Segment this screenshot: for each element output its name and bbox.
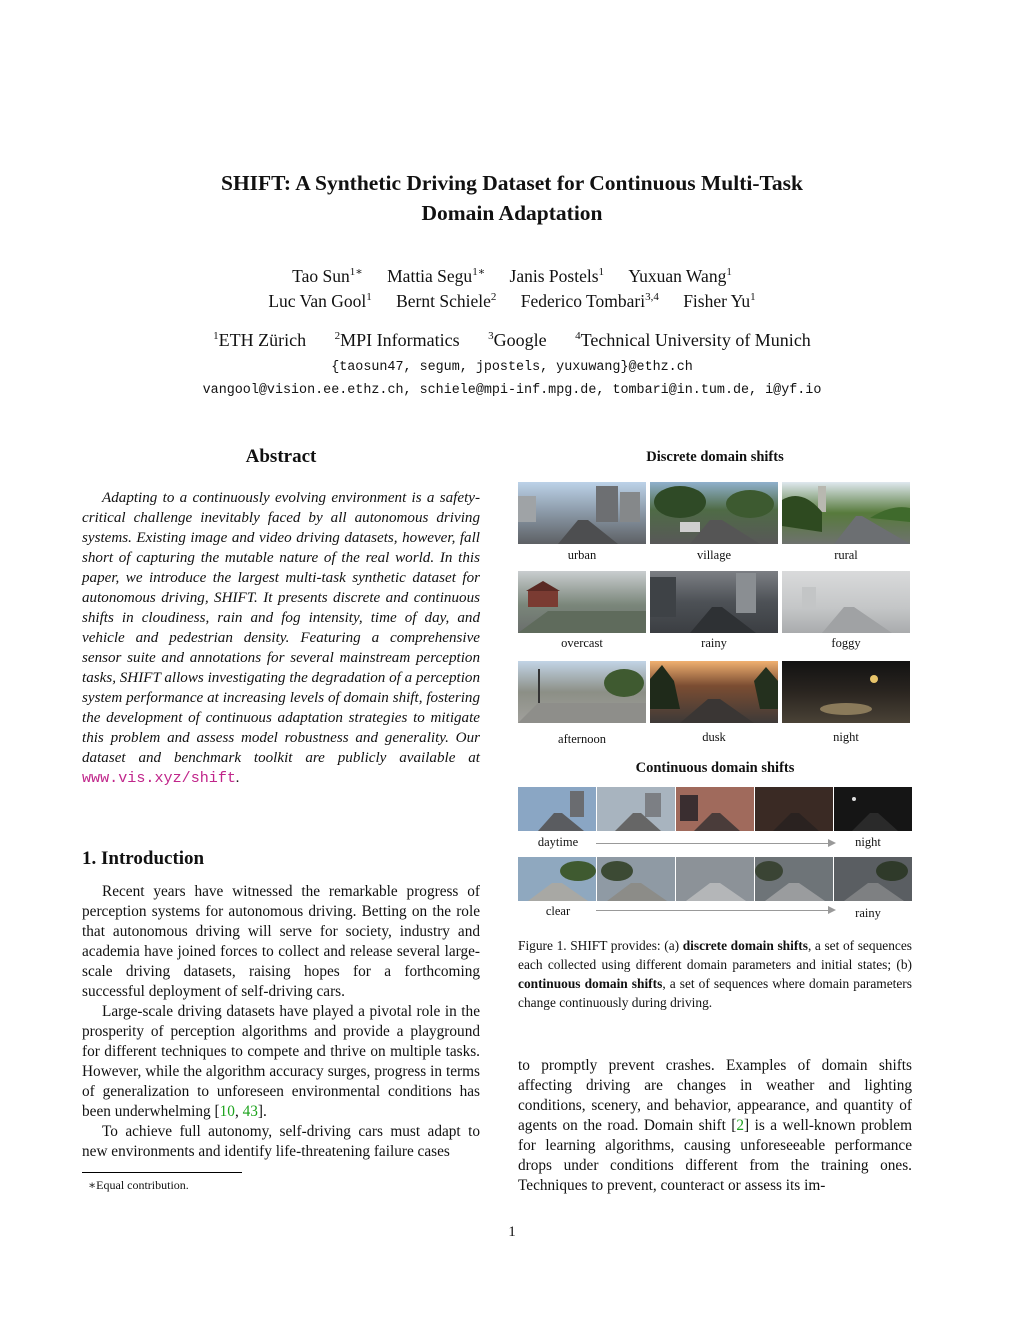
- author: Yuxuan Wang$^1$: [628, 266, 732, 286]
- thumbnail-afternoon: [518, 661, 646, 723]
- citation-link[interactable]: 10: [219, 1103, 235, 1120]
- citation-link[interactable]: 43: [242, 1103, 258, 1120]
- thumbnail-foggy: [782, 571, 910, 633]
- label-dusk: dusk: [702, 730, 726, 744]
- label-rainy: rainy: [701, 636, 727, 650]
- thumbnail-urban: [518, 482, 646, 544]
- sequence-frame: [676, 857, 754, 901]
- right-paragraph: to promptly prevent crashes. Examples of domain shifts affecting driving are changes in weather and lighting conditions, scenery, and behavior, appearance, and quantity of agents on the road. Domain shift [2] is a well-known problem for learning algorithms, causing unforeseeable performance drops under conditions different from the training ones. Techniques to prevent, counteract or assess its im-: [518, 1057, 912, 1194]
- right-column-body: [518, 1056, 912, 1196]
- affiliations: [0, 330, 1024, 351]
- arrow-line: [596, 843, 830, 844]
- label-foggy: foggy: [831, 636, 861, 650]
- sequence-frame: [597, 857, 675, 901]
- section-heading-introduction: 1. Introduction: [82, 848, 205, 869]
- affiliation: $^1$ETH Zürich: [213, 330, 307, 350]
- abstract-heading: Abstract: [245, 446, 317, 467]
- label-clear: clear: [545, 904, 571, 918]
- intro-paragraph-1: Recent years have witnessed the remarkable progress of perception systems for autonomous driving. Betting on the role that autonomous driving will serve for society, industry and academia have joined forces to collect and release several large-scale driving datasets, raising hopes for a forthcoming successful deployment of self-driving cars.: [82, 883, 480, 1000]
- label-overcast: overcast: [561, 636, 603, 650]
- figure-caption: Figure 1. SHIFT provides: (a) discrete domain shifts, a set of sequences each collected using different domain parameters and initial states; (b) continuous domain shifts, a set of sequences where domain parameters change continuously during driving.: [518, 938, 913, 1010]
- intro-paragraph-3: To achieve full autonomy, self-driving cars must adapt to new environments and identify life-threatening failure cases: [82, 1123, 480, 1160]
- label-daytime: daytime: [537, 835, 579, 849]
- continuous-shifts-heading: Continuous domain shifts: [635, 760, 795, 776]
- affiliation: $^3$Google: [488, 330, 547, 350]
- thumbnail-rainy: [650, 571, 778, 633]
- author: Luc Van Gool$^1$: [268, 291, 372, 311]
- discrete-shifts-heading: Discrete domain shifts: [646, 449, 784, 465]
- author: Federico Tombari$^{3,4}$: [520, 291, 659, 311]
- thumbnail-dusk: [650, 661, 778, 723]
- sequence-frame: [676, 787, 754, 831]
- footnote: ∗Equal contribution.: [88, 1178, 189, 1192]
- author: Janis Postels$^1$: [509, 266, 605, 286]
- author-row-2: [0, 289, 1024, 313]
- citation-link[interactable]: 2: [736, 1117, 745, 1134]
- label-urban: urban: [567, 548, 597, 562]
- label-afternoon: afternoon: [558, 732, 606, 746]
- sequence-frame: [755, 787, 833, 831]
- sequence-frame: [518, 787, 596, 831]
- email-line-2: vangool@vision.ee.ethz.ch, schiele@mpi-inf.mpg.de, tombari@in.tum.de, i@yf.io: [202, 383, 822, 398]
- thumbnail-overcast: [518, 571, 646, 633]
- sequence-frame: [518, 857, 596, 901]
- abstract-text: Adapting to a continuously evolving environment is a safety-critical challenge inevitably faced by all autonomous driving systems. Existing image and video driving datasets, however, fall short of capturing the mutable nature of the real world. In this paper, we introduce the largest multi-task synthetic dataset for autonomous driving, SHIFT. It presents discrete and continuous shifts in cloudiness, rain and fog intensity, time of day, and vehicle and pedestrian density. Featuring a comprehensive sensor suite and annotations for several mainstream perception tasks, SHIFT allows investigating the degradation of a perception system performance at increasing levels of domain shift, fostering the development of continuous adaptation strategies to mitigate this problem and assess model robustness and generality. Our dataset and benchmark toolkit are publicly available at: [82, 490, 480, 766]
- footnote-rule: [82, 1172, 242, 1173]
- sequence-frame: [834, 787, 912, 831]
- label-night: night: [833, 730, 859, 744]
- page-number: 1: [508, 1224, 516, 1240]
- email-line-1: {taosun47, segum, jpostels, yuxuwang}@ethz.ch: [331, 360, 693, 375]
- arrow-line: [596, 910, 830, 911]
- arrow-head-icon: [828, 839, 836, 847]
- sequence-frame: [597, 787, 675, 831]
- thumbnail-village: [650, 482, 778, 544]
- title-line-2: Domain Adaptation: [421, 201, 603, 225]
- label-village: village: [696, 548, 731, 562]
- title-line-1: SHIFT: A Synthetic Driving Dataset for Continuous Multi-Task: [221, 171, 803, 195]
- label-rural: rural: [834, 548, 858, 562]
- author: Fisher Yu$^1$: [683, 291, 756, 311]
- affiliation: $^2$MPI Informatics: [334, 330, 460, 350]
- author: Bernt Schiele$^2$: [396, 291, 497, 311]
- svg-defs: [0, 0, 1, 1]
- thumbnail-night: [782, 661, 910, 723]
- paper-title: [0, 168, 1024, 228]
- sequence-frame: [834, 857, 912, 901]
- thumbnail-rural: [782, 482, 910, 544]
- arrow-head-icon: [828, 906, 836, 914]
- author: Tao Sun$^{1∗}$: [292, 266, 363, 286]
- affiliation: $^4$Technical University of Munich: [575, 330, 811, 350]
- abstract-link[interactable]: www.vis.xyz/shift: [82, 769, 236, 787]
- author: Mattia Segu$^{1∗}$: [387, 266, 486, 286]
- sequence-frame: [755, 857, 833, 901]
- intro-body: [82, 882, 480, 1162]
- intro-paragraph-2: Large-scale driving datasets have played a pivotal role in the prosperity of perception algorithms and provide a playground for different techniques to compete and thrive on multiple tasks. However, while the algorithm accuracy surges, progress in terms of generalization to unforeseen environmental conditions has been underwhelming [10, 43].: [82, 1003, 480, 1120]
- label-night-end: night: [855, 835, 881, 849]
- label-rainy-end: rainy: [855, 906, 881, 920]
- abstract-body: Adapting to a continuously evolving environment is a safety-critical challenge inevitably faced by all autonomous driving systems. Existing image and video driving datasets, however, fall short of capturing the mutable nature of the real world. In this paper, we introduce the largest multi-task synthetic dataset for autonomous driving, SHIFT. It presents discrete and continuous shifts in cloudiness, rain and fog intensity, time of day, and vehicle and pedestrian density. Featuring a comprehensive sensor suite and annotations for several mainstream perception tasks, SHIFT allows investigating the degradation of a perception system performance at increasing levels of domain shift, fostering the development of continuous adaptation strategies to mitigate this problem and assess model robustness and generality. Our dataset and benchmark toolkit are publicly available at www.vis.xyz/shift.: [82, 490, 480, 787]
- author-row-1: [0, 264, 1024, 288]
